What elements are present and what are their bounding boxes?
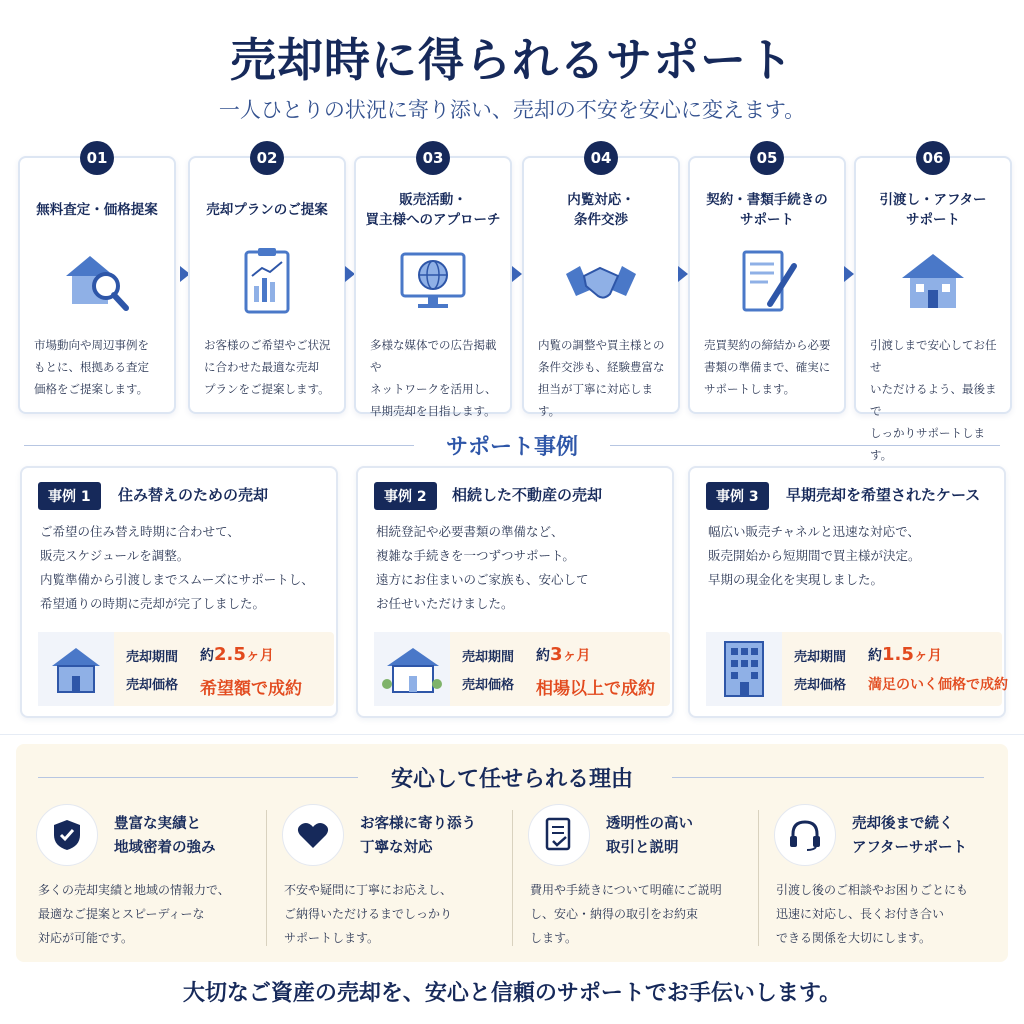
reason-title: 豊富な実績と 地域密着の強み [114,816,216,856]
step-number: 05 [750,141,784,175]
page-subtitle: 一人ひとりの状況に寄り添い、売却の不安を安心に変えます。 [218,98,806,122]
step-card-4 [522,149,680,418]
step-description: お客様のご希望やご状況 に合わせた最適な売却 プランをご提案します。 [204,338,331,396]
house-tree-icon [374,632,450,706]
house-icon [896,246,970,316]
flow-arrow-icon [512,266,522,282]
case-card-1 [20,466,338,718]
document-pen-icon [730,246,804,316]
period-label: 売却期間 [462,650,515,665]
case-description: 幅広い販売チャネルと迅速な対応で、 販売開始から短期間で買主様が決定。 早期の現金化を実現しました。 [708,524,921,587]
step-card-1 [18,149,176,414]
step-title: 販売活動・ 買主様へのアプローチ [365,192,501,228]
case-result [706,632,1008,706]
price-label: 売却価格 [126,678,179,693]
heart-icon [282,804,344,866]
shield-check-icon [36,804,98,866]
case-title: 住み替えのための売却 [118,486,269,504]
step-card-6 [854,149,1012,462]
period-value: 約1.5ヶ月 [868,644,942,665]
handshake-icon [564,246,638,316]
cases-section-header [24,430,1000,460]
case-title: 早期売却を希望されたケース [786,486,981,504]
period-label: 売却期間 [794,650,847,665]
period-value: 約3ヶ月 [536,644,591,665]
case-title: 相続した不動産の売却 [452,486,603,504]
step-title: 売却プランのご提案 [206,202,328,218]
reason-description: 引渡し後のご相談やお困りごとにも 迅速に対応し、長くお付き合い できる関係を大切にします。 [776,883,969,945]
step-description: 内覧の調整や買主様との 条件交渉も、経験豊富な 担当が丁寧に対応します。 [538,338,665,418]
price-value: 希望額で成約 [200,679,302,699]
divider [0,734,1024,735]
section-title: サポート事例 [445,434,578,460]
price-label: 売却価格 [794,678,847,693]
step-description: 多様な媒体での広告掲載や ネットワークを活用し、 早期売却を目指します。 [370,338,497,418]
headset-icon [774,804,836,866]
reason-title: お客様に寄り添う 丁寧な対応 [360,816,476,856]
reason-description: 不安や疑問に丁寧にお応えし、 ご納得いただけるまでしっかり サポートします。 [284,883,453,945]
case-badge: 事例 2 [374,482,437,510]
step-number: 04 [584,141,618,175]
price-value: 満足のいく価格で成約 [868,677,1008,693]
reasons-section-header [24,762,1000,792]
step-number: 02 [250,141,284,175]
reason-item-1 [16,800,262,950]
reason-description: 多くの売却実績と地域の情報力で、 最適なご提案とスピーディーな 対応が可能です。 [38,883,230,945]
reason-title: 売却後まで続く アフターサポート [852,816,967,856]
monitor-globe-icon [396,246,470,316]
step-number: 06 [916,141,950,175]
step-description: 市場動向や周辺事例を もとに、根拠ある査定 価格をご提案します。 [34,338,149,396]
house-magnifier-icon [60,246,134,316]
case-badge: 事例 1 [38,482,101,510]
section-title: 安心して任せられる理由 [390,766,633,792]
case-card-3 [688,466,1006,718]
page-title: 売却時に得られるサポート [230,33,794,87]
period-label: 売却期間 [126,650,179,665]
flow-arrow-icon [844,266,854,282]
step-title: 内覧対応・ 条件交渉 [567,192,635,228]
step-number: 01 [80,141,114,175]
reason-item-2 [262,800,508,950]
document-check-icon [528,804,590,866]
case-description: ご希望の住み替え時期に合わせて、 販売スケジュールを調整。 内覧準備から引渡しまでスムーズにサポートし、 希望通りの時期に売却が完了しました。 [40,524,314,611]
step-card-3 [354,149,512,418]
period-value: 約2.5ヶ月 [200,644,274,665]
step-number: 03 [416,141,450,175]
step-title: 引渡し・アフター サポート [879,192,987,228]
step-card-2 [188,149,346,414]
building-icon [706,632,782,706]
cases-row [20,466,1010,720]
price-value: 相場以上で成約 [536,679,655,699]
case-description: 相続登記や必要書類の準備など、 複雑な手続きを一つずつサポート。 遠方にお住まいのご家族も、安心して お任せいただけました。 [376,524,589,611]
reason-title: 透明性の高い 取引と説明 [606,816,693,856]
price-label: 売却価格 [462,678,515,693]
flow-arrow-icon [678,266,688,282]
reason-item-4 [754,800,1000,950]
reason-description: 費用や手続きについて明確にご説明 し、安心・納得の取引をお約束 します。 [530,883,722,945]
house-icon [38,632,114,706]
reason-item-3 [508,800,754,950]
step-card-5 [688,149,846,414]
case-badge: 事例 3 [706,482,769,510]
case-card-2 [356,466,674,718]
case-result [38,632,334,706]
step-description: 売買契約の締結から必要 書類の準備まで、確実に サポートします。 [704,338,831,396]
case-result [374,632,670,706]
footer-tagline: 大切なご資産の売却を、安心と信頼のサポートでお手伝いします。 [182,980,842,1006]
step-description: 引渡しまで安心してお任せ いただけるよう、最後まで しっかりサポートします。 [870,338,997,462]
step-title: 契約・書類手続きの サポート [706,192,828,228]
step-title: 無料査定・価格提案 [36,202,158,218]
clipboard-chart-icon [230,246,304,316]
